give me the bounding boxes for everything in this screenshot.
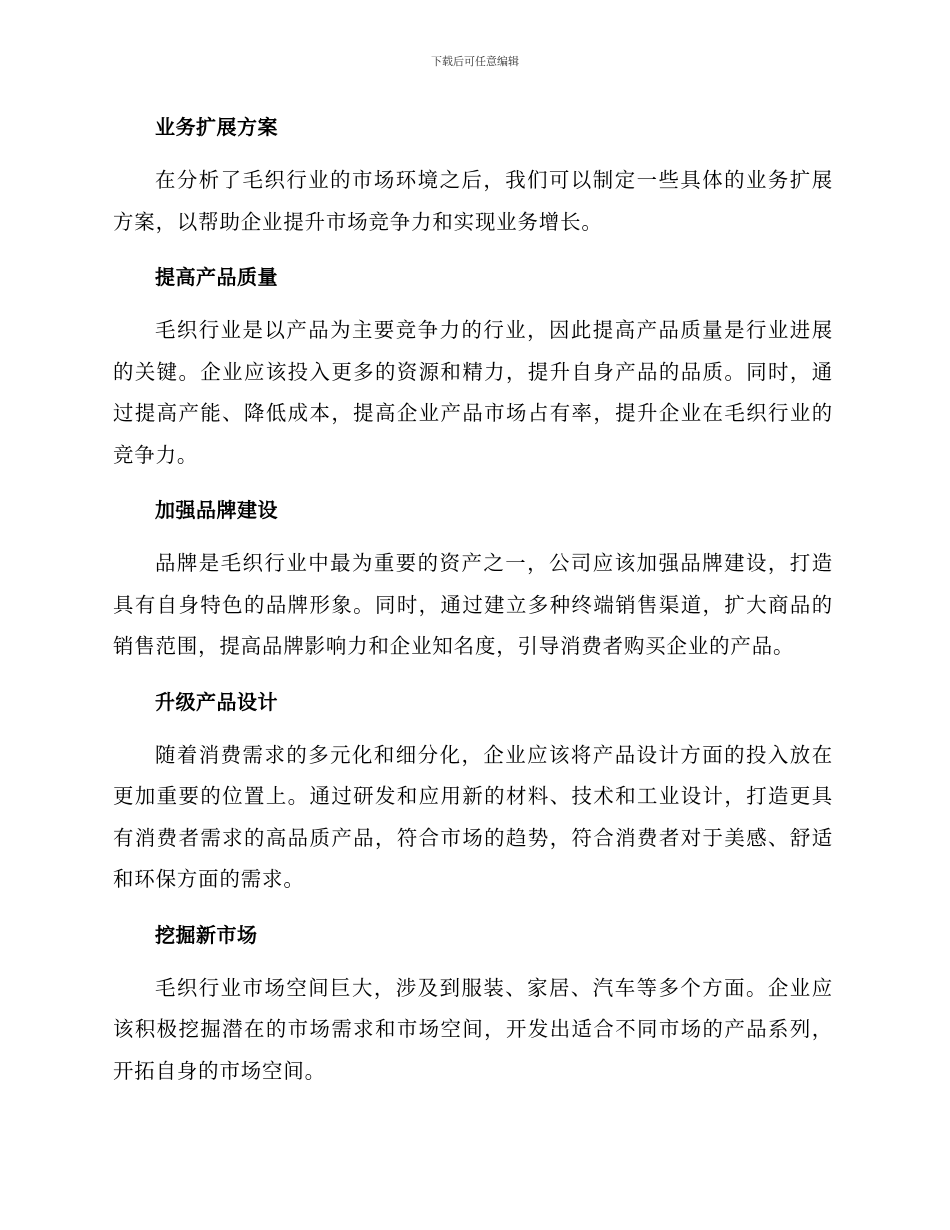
section-paragraph-business-expansion: 在分析了毛织行业的市场环境之后，我们可以制定一些具体的业务扩展方案，以帮助企业提升市场竞争力和实现业务增长。: [113, 168, 833, 234]
section-heading-product-quality: 提高产品质量: [155, 265, 278, 289]
section-paragraph-product-quality: 毛织行业是以产品为主要竞争力的行业，因此提高产品质量是行业进展的关键。企业应该投入更多的资源和精力，提升自身产品的品质。同时，通过提高产能、降低成本，提高企业产品市场占有率，提升企业在毛织行业的竞争力。: [113, 318, 833, 467]
section-paragraph-brand-building: 品牌是毛织行业中最为重要的资产之一，公司应该加强品牌建设，打造具有自身特色的品牌形象。同时，通过建立多种终端销售渠道，扩大商品的销售范围，提高品牌影响力和企业知名度，引导消费者购买企业的产品。: [113, 551, 833, 658]
section-heading-product-design: 升级产品设计: [155, 689, 278, 714]
section-paragraph-new-markets: 毛织行业市场空间巨大，涉及到服装、家居、汽车等多个方面。企业应该积极挖掘潜在的市场需求和市场空间，开发出适合不同市场的产品系列，开拓自身的市场空间。: [113, 975, 833, 1083]
section-paragraph-product-design: 随着消费需求的多元化和细分化，企业应该将产品设计方面的投入放在更加重要的位置上。通过研发和应用新的材料、技术和工业设计，打造更具有消费者需求的高品质产品，符合市场的趋势，符合消费者对于美感、舒适和环保方面的需求。: [113, 742, 833, 891]
section-heading-new-markets: 挖掘新市场: [155, 922, 258, 947]
document-body: [113, 107, 833, 1092]
section-heading-brand-building: 加强品牌建设: [155, 498, 278, 522]
section-heading-business-expansion: 业务扩展方案: [155, 115, 278, 139]
page-header-note: 下载后可任意编辑: [431, 55, 519, 68]
